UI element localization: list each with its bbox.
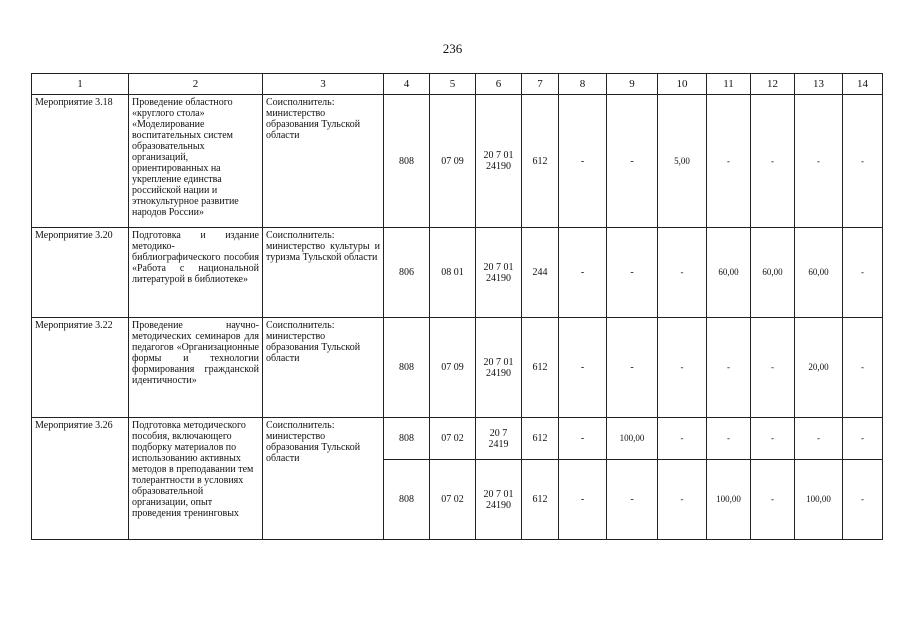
budget-table (31, 73, 883, 540)
value-cell: - (751, 95, 795, 228)
value-cell: - (795, 418, 843, 460)
value-cell: 07 02 (430, 418, 476, 460)
value-cell: 20 7 01 24190 (476, 460, 522, 540)
value-cell: 07 02 (430, 460, 476, 540)
value-cell: - (559, 418, 607, 460)
header-cell: 11 (707, 74, 751, 95)
value-cell: 808 (384, 460, 430, 540)
value-cell: - (843, 460, 883, 540)
value-cell: - (843, 228, 883, 318)
value-cell: 806 (384, 228, 430, 318)
value-cell: 100,00 (707, 460, 751, 540)
header-cell: 4 (384, 74, 430, 95)
table-row (32, 228, 883, 318)
value-cell: 20 7 01 24190 (476, 318, 522, 418)
table-row (32, 95, 883, 228)
header-cell: 8 (559, 74, 607, 95)
value-cell: 20 7 2419 (476, 418, 522, 460)
value-cell: 07 09 (430, 95, 476, 228)
header-row (32, 74, 883, 95)
value-cell: - (658, 318, 707, 418)
value-cell: - (607, 95, 658, 228)
value-cell: 100,00 (607, 418, 658, 460)
value-cell: 08 01 (430, 228, 476, 318)
event-cell: Мероприятие 3.22 (32, 318, 129, 418)
header-cell: 7 (522, 74, 559, 95)
value-cell: - (658, 460, 707, 540)
value-cell: - (751, 418, 795, 460)
value-cell: 5,00 (658, 95, 707, 228)
value-cell: - (843, 95, 883, 228)
value-cell: 808 (384, 95, 430, 228)
header-cell: 13 (795, 74, 843, 95)
header-cell: 12 (751, 74, 795, 95)
value-cell: 612 (522, 318, 559, 418)
value-cell: - (843, 318, 883, 418)
description-cell: Подготовка методического пособия, включающего подборку материалов по использованию активных методов в преподавании тем толерантности в условиях образовательной организации, опыт проведения тренинговых (129, 418, 263, 540)
value-cell: 60,00 (795, 228, 843, 318)
description-cell: Проведение научно-методических семинаров для педагогов «Организационные формы и технологии формирования гражданской идентичности» (129, 318, 263, 418)
value-cell: 60,00 (707, 228, 751, 318)
value-cell: 612 (522, 418, 559, 460)
value-cell: - (559, 95, 607, 228)
value-cell: 100,00 (795, 460, 843, 540)
value-cell: - (607, 460, 658, 540)
header-cell: 3 (263, 74, 384, 95)
value-cell: - (559, 460, 607, 540)
value-cell: - (751, 318, 795, 418)
value-cell: - (707, 95, 751, 228)
value-cell: - (795, 95, 843, 228)
value-cell: - (751, 460, 795, 540)
value-cell: - (658, 228, 707, 318)
header-cell: 6 (476, 74, 522, 95)
value-cell: 808 (384, 318, 430, 418)
header-cell: 9 (607, 74, 658, 95)
value-cell: 612 (522, 460, 559, 540)
event-cell: Мероприятие 3.18 (32, 95, 129, 228)
header-cell: 10 (658, 74, 707, 95)
executor-cell: Соисполнитель: министерство образования Тульской области (263, 318, 384, 418)
value-cell: 60,00 (751, 228, 795, 318)
value-cell: 808 (384, 418, 430, 460)
value-cell: - (607, 228, 658, 318)
header-cell: 1 (32, 74, 129, 95)
value-cell: - (707, 318, 751, 418)
value-cell: - (843, 418, 883, 460)
event-cell: Мероприятие 3.26 (32, 418, 129, 540)
table-row (32, 318, 883, 418)
value-cell: 07 09 (430, 318, 476, 418)
value-cell: - (559, 318, 607, 418)
executor-cell: Соисполнитель: министерство образования Тульской области (263, 95, 384, 228)
value-cell: - (607, 318, 658, 418)
table-row (32, 418, 883, 460)
value-cell: - (559, 228, 607, 318)
event-cell: Мероприятие 3.20 (32, 228, 129, 318)
value-cell: 612 (522, 95, 559, 228)
header-cell: 14 (843, 74, 883, 95)
description-cell: Проведение областного «круглого стола» «Моделирование воспитательных систем образовательных организаций, ориентированных на укрепление единства российской нации и этнокультурное развитие народов России» (129, 95, 263, 228)
page-number: 236 (442, 41, 463, 56)
header-cell: 5 (430, 74, 476, 95)
value-cell: 20,00 (795, 318, 843, 418)
executor-cell: Соисполнитель: министерство культуры и туризма Тульской области (263, 228, 384, 318)
value-cell: 244 (522, 228, 559, 318)
description-cell: Подготовка и издание методико-библиографического пособия «Работа с национальной литературой в библиотеке» (129, 228, 263, 318)
executor-cell: Соисполнитель: министерство образования Тульской области (263, 418, 384, 540)
value-cell: 20 7 01 24190 (476, 95, 522, 228)
value-cell: - (658, 418, 707, 460)
header-cell: 2 (129, 74, 263, 95)
value-cell: 20 7 01 24190 (476, 228, 522, 318)
value-cell: - (707, 418, 751, 460)
